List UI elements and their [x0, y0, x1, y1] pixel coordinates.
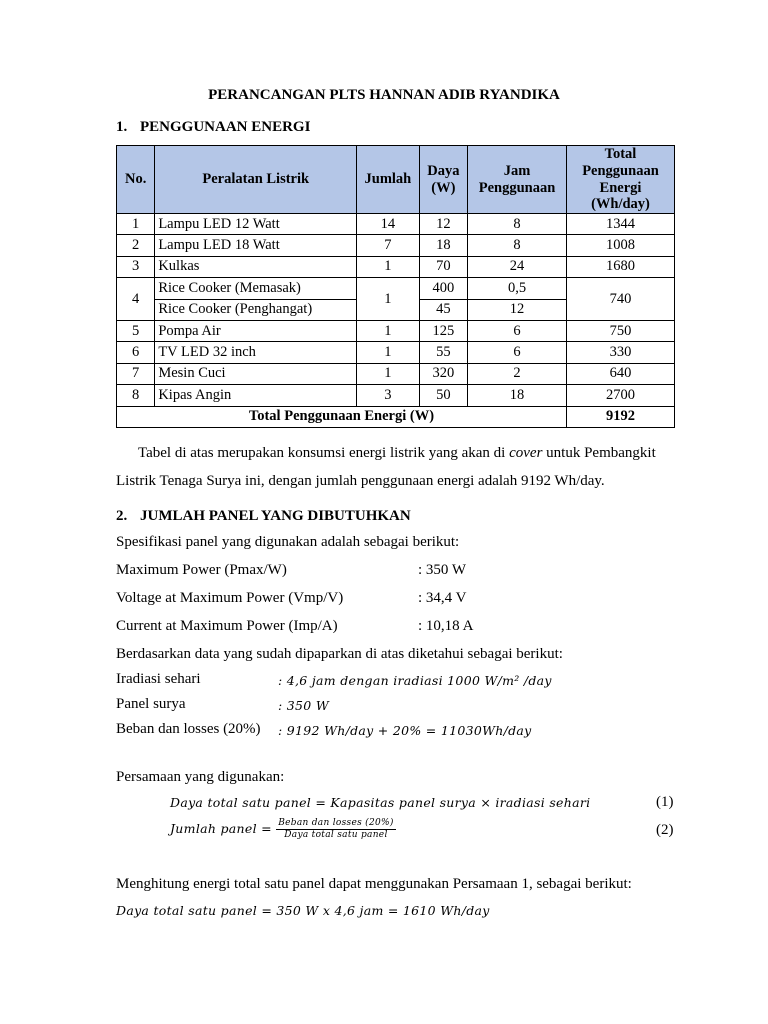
header-power: [419, 146, 467, 214]
header-device: Peralatan Listrik: [155, 146, 357, 214]
known-value-panel: : 350 W: [278, 698, 329, 713]
header-total-energy: [566, 146, 674, 214]
cell-device: TV LED 32 inch: [155, 342, 357, 363]
paragraph-italic: cover: [509, 445, 543, 461]
cell-power: 50: [419, 385, 467, 406]
known-label-irradiation: Iradiasi sehari: [116, 671, 201, 687]
cell-no: 8: [117, 385, 155, 406]
known-value-load: : 9192 Wh/day + 20% = 11030Wh/day: [278, 723, 532, 738]
cell-quantity: 14: [357, 214, 420, 235]
table-row: [117, 235, 675, 256]
cell-no: 2: [117, 235, 155, 256]
cell-hours: 0,5: [468, 278, 567, 299]
header-quantity: Jumlah: [357, 146, 420, 214]
equations-intro: Persamaan yang digunakan:: [116, 769, 285, 785]
table-row: [117, 342, 675, 363]
cell-total: 1344: [566, 214, 674, 235]
cell-quantity: 1: [357, 320, 420, 341]
data-intro: Berdasarkan data yang sudah dipaparkan di atas diketahui sebagai berikut:: [116, 646, 563, 662]
header-total-line1: Total: [604, 146, 637, 163]
cell-total: 1008: [566, 235, 674, 256]
spec-value-vmp: : 34,4 V: [418, 590, 467, 606]
cell-power: 45: [419, 299, 467, 320]
cell-power: 12: [419, 214, 467, 235]
section-number: 2.: [116, 508, 128, 524]
cell-no: 7: [117, 363, 155, 384]
known-label-panel: Panel surya: [116, 696, 186, 712]
cell-no: 4: [117, 278, 155, 321]
cell-device: Lampu LED 18 Watt: [155, 235, 357, 256]
calc-result: Daya total satu panel = 350 W x 4,6 jam = 1610 Wh/day: [116, 903, 490, 918]
header-no: No.: [117, 146, 155, 214]
paragraph-text-1: Tabel di atas merupakan konsumsi energi listrik yang akan di: [138, 445, 510, 461]
header-total-line4: (Wh/day): [591, 196, 650, 213]
header-power-line2: (W): [431, 179, 456, 196]
cell-no: 3: [117, 256, 155, 277]
cell-quantity: 3: [357, 385, 420, 406]
spec-label-max-power: Maximum Power (Pmax/W): [116, 562, 287, 578]
cell-quantity: 1: [357, 278, 420, 321]
cell-hours: 2: [468, 363, 567, 384]
cell-quantity: 1: [357, 256, 420, 277]
cell-hours: 6: [468, 320, 567, 341]
table-total-row: [117, 406, 675, 427]
spec-label-vmp: Voltage at Maximum Power (Vmp/V): [116, 590, 344, 606]
table-summary-paragraph: [116, 439, 676, 495]
page-title: PERANCANGAN PLTS HANNAN ADIB RYANDIKA: [208, 87, 560, 103]
known-value-irradiation: : 4,6 jam dengan iradiasi 1000 W/m² /day: [278, 673, 552, 688]
cell-hours: 24: [468, 256, 567, 277]
equation-2-lhs: Jumlah panel =: [170, 821, 272, 836]
table-row: [117, 363, 675, 384]
cell-total: 640: [566, 363, 674, 384]
section-heading-energy-usage: [116, 119, 310, 136]
cell-device: Rice Cooker (Penghangat): [155, 299, 357, 320]
cell-no: 5: [117, 320, 155, 341]
cell-device: Kulkas: [155, 256, 357, 277]
cell-power: 400: [419, 278, 467, 299]
total-label: Total Penggunaan Energi (W): [117, 406, 567, 427]
equation-2-numerator: Beban dan losses (20%): [278, 818, 394, 828]
section-heading-panel-count: [116, 508, 411, 525]
header-hours-line2: Penggunaan: [478, 179, 556, 196]
equation-2-number: (2): [656, 822, 674, 838]
cell-hours: 12: [468, 299, 567, 320]
cell-hours: 18: [468, 385, 567, 406]
cell-device: Lampu LED 12 Watt: [155, 214, 357, 235]
cell-hours: 8: [468, 235, 567, 256]
equation-1: Daya total satu panel = Kapasitas panel surya × iradiasi sehari: [170, 795, 591, 810]
header-hours: [468, 146, 567, 214]
cell-total: 740: [566, 278, 674, 321]
cell-total: 750: [566, 320, 674, 341]
table-row: [117, 214, 675, 235]
cell-device: Mesin Cuci: [155, 363, 357, 384]
table-row: [117, 385, 675, 406]
section-number: 1.: [116, 119, 128, 135]
cell-no: 1: [117, 214, 155, 235]
equation-2-fraction: [276, 818, 395, 841]
table-row: [117, 256, 675, 277]
cell-total: 2700: [566, 385, 674, 406]
cell-quantity: 1: [357, 363, 420, 384]
cell-quantity: 1: [357, 342, 420, 363]
header-power-line1: Daya: [427, 162, 460, 179]
table-row: [117, 278, 675, 299]
cell-total: 1680: [566, 256, 674, 277]
table-header-row: [117, 146, 675, 214]
header-total-line2: Penggunaan: [582, 162, 659, 179]
spec-intro: Spesifikasi panel yang digunakan adalah sebagai berikut:: [116, 534, 460, 550]
equation-1-number: (1): [656, 794, 674, 810]
section-title: PENGGUNAAN ENERGI: [140, 119, 311, 135]
spec-value-imp: : 10,18 A: [418, 618, 474, 634]
cell-power: 320: [419, 363, 467, 384]
cell-hours: 8: [468, 214, 567, 235]
cell-hours: 6: [468, 342, 567, 363]
cell-power: 18: [419, 235, 467, 256]
paragraph-text-2: untuk Pembangkit Listrik Tenaga Surya ini, dengan jumlah penggunaan energi adalah 9192 Wh/day.: [116, 445, 656, 489]
equation-2: [170, 818, 396, 841]
cell-device: Pompa Air: [155, 320, 357, 341]
cell-device: Rice Cooker (Memasak): [155, 278, 357, 299]
equation-2-denominator: Daya total satu panel: [284, 830, 388, 840]
spec-label-imp: Current at Maximum Power (Imp/A): [116, 618, 338, 634]
cell-total: 330: [566, 342, 674, 363]
cell-quantity: 7: [357, 235, 420, 256]
known-label-load: Beban dan losses (20%): [116, 721, 261, 737]
table-row: [117, 320, 675, 341]
total-value: 9192: [566, 406, 674, 427]
cell-no: 6: [117, 342, 155, 363]
calc-intro: Menghitung energi total satu panel dapat menggunakan Persamaan 1, sebagai berikut:: [116, 876, 632, 892]
spec-value-max-power: : 350 W: [418, 562, 467, 578]
energy-usage-table: [116, 145, 675, 428]
cell-power: 55: [419, 342, 467, 363]
section-title: JUMLAH PANEL YANG DIBUTUHKAN: [140, 508, 411, 524]
cell-power: 70: [419, 256, 467, 277]
cell-power: 125: [419, 320, 467, 341]
header-total-line3: Energi: [599, 179, 642, 196]
header-hours-line1: Jam: [503, 162, 531, 179]
cell-device: Kipas Angin: [155, 385, 357, 406]
